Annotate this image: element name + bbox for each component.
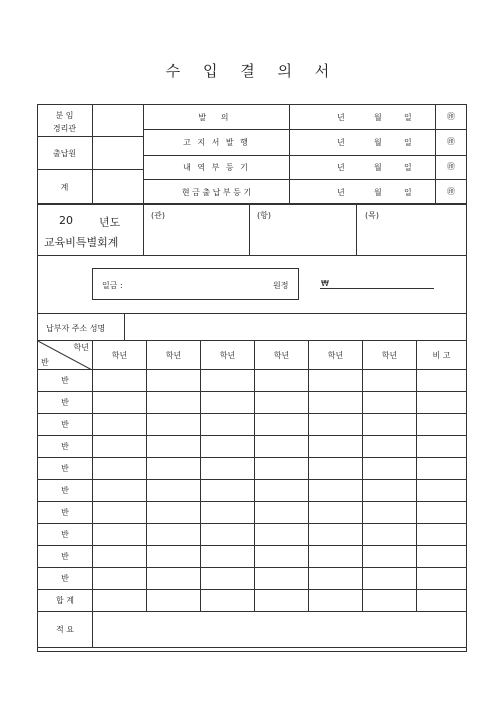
month-text: 월 bbox=[374, 138, 382, 147]
class-row-label: 반 bbox=[38, 370, 93, 392]
approver-label: 분 임 경리관 bbox=[52, 111, 77, 133]
class-row-label: 반 bbox=[38, 524, 93, 546]
class-row-label: 반 bbox=[38, 392, 93, 414]
row-label-propose: 발 의 bbox=[198, 113, 235, 122]
class-row-label: 반 bbox=[38, 546, 93, 568]
grade-header: 학년 bbox=[363, 341, 417, 370]
year-text: 년 bbox=[337, 188, 345, 197]
gwan-label: (관) bbox=[151, 211, 165, 220]
won-line bbox=[320, 288, 434, 289]
account-row bbox=[37, 204, 467, 256]
grid-corner bbox=[38, 341, 93, 370]
seal-icon: ㊞ bbox=[447, 112, 455, 121]
grade-header: 학년 bbox=[93, 341, 147, 370]
seal-icon: ㊞ bbox=[447, 162, 455, 171]
account-name: 교육비특별회계 bbox=[44, 236, 119, 249]
summary-field[interactable] bbox=[93, 612, 467, 648]
seal-icon: ㊞ bbox=[447, 137, 455, 146]
row-label-cash: 현 금 출 납 부 등 기 bbox=[181, 188, 252, 197]
summary-label: 적 요 bbox=[38, 612, 93, 648]
amount-suffix: 원정 bbox=[273, 281, 289, 290]
day-text: 일 bbox=[404, 163, 412, 172]
class-row-label: 반 bbox=[38, 436, 93, 458]
row-label-ledger: 내 역 부 등 기 bbox=[183, 163, 250, 172]
payer-label: 납부자 주소 성명 bbox=[46, 324, 106, 333]
grade-header: 학년 bbox=[147, 341, 201, 370]
class-row-label: 반 bbox=[38, 502, 93, 524]
class-row-label: 반 bbox=[38, 414, 93, 436]
year-text: 년 bbox=[337, 113, 345, 122]
month-text: 월 bbox=[374, 113, 382, 122]
amount-box bbox=[92, 268, 299, 300]
approval-left-col bbox=[37, 104, 144, 204]
class-grid bbox=[37, 340, 467, 648]
day-text: 일 bbox=[404, 113, 412, 122]
corner-class: 반 bbox=[41, 358, 49, 367]
seal-icon: ㊞ bbox=[447, 187, 455, 196]
grade-header: 학년 bbox=[255, 341, 309, 370]
year-text: 년 bbox=[337, 163, 345, 172]
class-row-label: 반 bbox=[38, 458, 93, 480]
class-row-label: 반 bbox=[38, 480, 93, 502]
mok-label: (목) bbox=[365, 211, 379, 220]
payer-row bbox=[37, 314, 467, 340]
month-text: 월 bbox=[374, 163, 382, 172]
form-title: 수 입 결 의 서 bbox=[165, 62, 339, 80]
year-text: 년 bbox=[337, 138, 345, 147]
month-text: 월 bbox=[374, 188, 382, 197]
hang-label: (항) bbox=[257, 211, 271, 220]
amount-row bbox=[37, 256, 467, 314]
amount-prefix: 일금 : bbox=[102, 281, 123, 290]
year-prefix: 20 bbox=[59, 214, 73, 227]
won-sign: ₩ bbox=[321, 279, 329, 288]
row-label-notice: 고 지 서 발 행 bbox=[183, 138, 250, 147]
corner-grade: 학년 bbox=[73, 343, 89, 352]
day-text: 일 bbox=[404, 188, 412, 197]
total-row-label: 합 계 bbox=[38, 590, 93, 612]
cashier-label: 출납원 bbox=[52, 149, 77, 158]
grade-header: 학년 bbox=[309, 341, 363, 370]
year-suffix: 년도 bbox=[99, 216, 121, 229]
approval-right-rows bbox=[144, 104, 467, 204]
day-text: 일 bbox=[404, 138, 412, 147]
clerk-label: 계 bbox=[60, 183, 69, 192]
grade-header: 학년 bbox=[201, 341, 255, 370]
class-row-label: 반 bbox=[38, 568, 93, 590]
remark-header: 비 고 bbox=[417, 341, 467, 370]
